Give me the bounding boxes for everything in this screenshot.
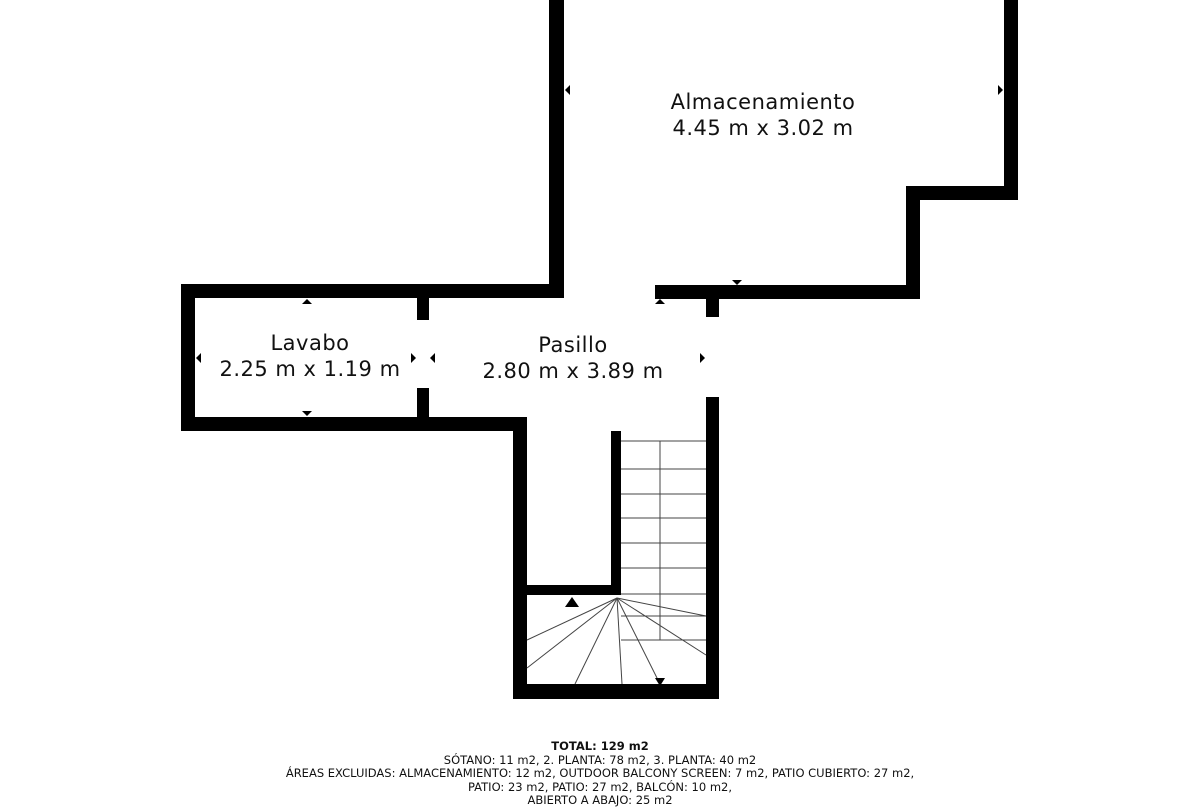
wall-stair-bottom [513, 684, 719, 699]
wall-pasillo-right-stub [706, 299, 719, 317]
marker-storage-right-icon [998, 85, 1003, 95]
marker-lavabo-top-icon [302, 299, 312, 304]
room-dimensions: 2.80 m x 3.89 m [482, 359, 664, 383]
stair-arrow-up-icon [565, 597, 579, 607]
wall-lavabo-divider-upper [417, 298, 429, 320]
total-line [0, 740, 1200, 754]
room-dimensions: 4.45 m x 3.02 m [672, 116, 854, 140]
wall-lavabo-bottom [181, 417, 527, 431]
area-summary [0, 740, 1200, 808]
marker-pasillo-top-icon [655, 299, 665, 304]
wall-storage-right [1004, 0, 1018, 200]
room-label-lavabo [200, 330, 420, 382]
wall-storage-left [549, 0, 564, 298]
wall-storage-step-horizontal [906, 186, 1018, 200]
wall-storage-bottom [655, 285, 920, 299]
wall-stair-left [513, 417, 527, 699]
wall-lavabo-top [181, 284, 564, 298]
wall-lavabo-divider-lower [417, 388, 429, 418]
marker-storage-bottom-icon [732, 280, 742, 285]
wall-lavabo-left [181, 284, 195, 431]
excluded-areas-end: ABIERTO A ABAJO: 25 m2 [527, 793, 673, 807]
total-value: 129 m2 [600, 739, 649, 753]
room-label-almacenamiento [613, 89, 913, 141]
room-name: Almacenamiento [670, 90, 856, 114]
room-name: Pasillo [538, 333, 608, 357]
room-dimensions: 2.25 m x 1.19 m [219, 357, 401, 381]
total-label: TOTAL: [551, 739, 597, 753]
room-name: Lavabo [270, 331, 350, 355]
room-label-pasillo [433, 332, 713, 384]
wall-stair-inner-vertical [611, 431, 621, 595]
floor-areas: SÓTANO: 11 m2, 2. PLANTA: 78 m2, 3. PLANTA: 40 m2 [443, 752, 757, 767]
excluded-areas: ÁREAS EXCLUIDAS: ALMACENAMIENTO: 12 m2, OUTDOOR BALCONY SCREEN: 7 m2, PATIO CUBIERTO: 27 m2, [285, 766, 915, 780]
wall-pasillo-right [706, 397, 719, 699]
marker-lavabo-bottom-icon [302, 411, 312, 416]
wall-stair-inner-horizontal [527, 585, 621, 595]
marker-storage-left-icon [565, 85, 570, 95]
wall-storage-step-vertical [906, 186, 920, 299]
excluded-areas-continued: PATIO: 23 m2, PATIO: 27 m2, BALCÓN: 10 m2, [467, 779, 733, 794]
